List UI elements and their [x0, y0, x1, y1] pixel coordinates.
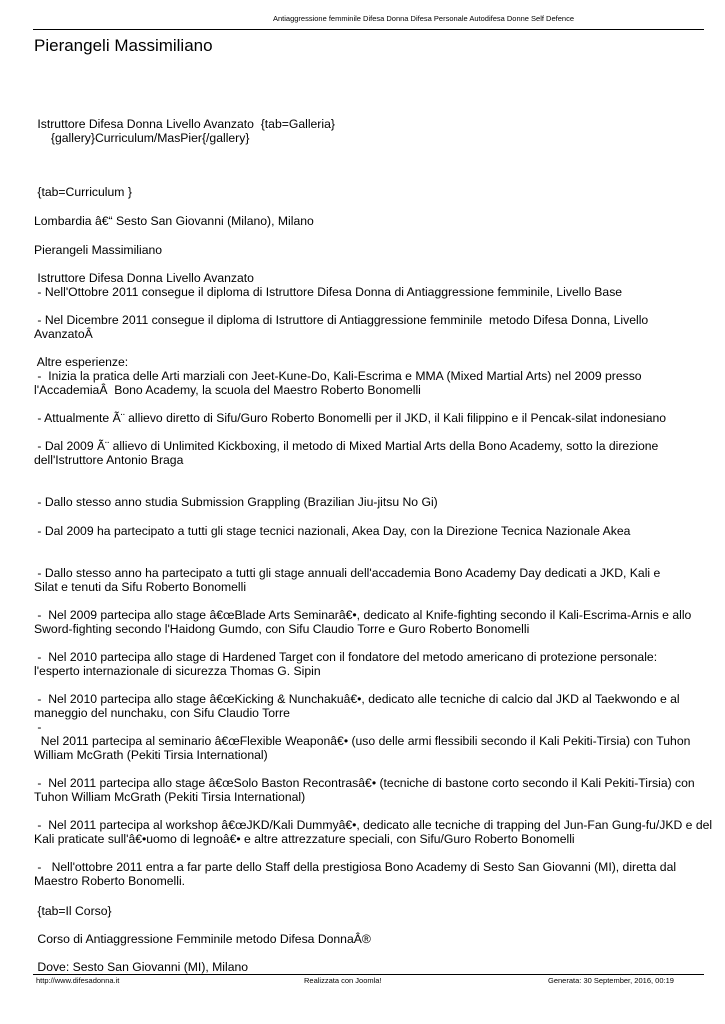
text-line: l'esperto internazionale di sicurezza Thomas G. Sipin [34, 664, 321, 678]
text-line: Corso di Antiaggressione Femminile metodo Difesa DonnaÂ® [34, 932, 371, 946]
footer-rule [33, 974, 704, 975]
text-line: {gallery}Curriculum/MasPier{/gallery} [34, 131, 250, 145]
text-line: - Nel 2010 partecipa allo stage di Hardened Target con il fondatore del metodo americano di protezione personale: [34, 650, 658, 664]
text-line: {tab=Il Corso} [34, 904, 112, 918]
text-line: - Attualmente Ã¨ allievo diretto di Sifu/Guro Roberto Bonomelli per il JKD, il Kali filippino e il Pencak-silat indonesiano [34, 411, 667, 425]
text-line: Istruttore Difesa Donna Livello Avanzato {tab=Galleria} [34, 117, 335, 131]
text-line: - Nel Dicembre 2011 consegue il diploma di Istruttore di Antiaggressione femminile metodo Difesa Donna, Livello [34, 313, 649, 327]
text-line: Sword-fighting secondo l'Haidong Gumdo, con Sifu Claudio Torre e Guro Roberto Bonomelli [34, 622, 530, 636]
text-line: Maestro Roberto Bonomelli. [34, 874, 186, 888]
text-line: - Nel 2011 partecipa al workshop â€œJKD/Kali Dummyâ€•, dedicato alle tecniche di trapping del Jun-Fan Gung-fu/JKD e del [34, 818, 713, 832]
footer-url: http://www.difesadonna.it [36, 976, 120, 985]
text-line: Dove: Sesto San Giovanni (MI), Milano [34, 960, 249, 974]
text-line: l'AccademiaÂ Bono Academy, la scuola del Maestro Roberto Bonomelli [34, 383, 421, 397]
text-line: Nel 2011 partecipa al seminario â€œFlexible Weaponâ€• (uso delle armi flessibili secondo il Kali Pekiti-Tirsia) con Tuhon [34, 734, 691, 748]
text-line: - Nel 2010 partecipa allo stage â€œKicking & Nunchakuâ€•, dedicato alle tecniche di calcio dal JKD al Taekwondo e al [34, 692, 680, 706]
text-line: - Nel 2009 partecipa allo stage â€œBlade Arts Seminarâ€•, dedicato al Knife-fighting secondo il Kali-Escrima-Arnis e allo [34, 608, 692, 622]
text-line: Istruttore Difesa Donna Livello Avanzato [34, 271, 254, 285]
text-line: - Nell'Ottobre 2011 consegue il diploma di Istruttore Difesa Donna di Antiaggressione femminile, Livello Base [34, 285, 623, 299]
text-line: - Dallo stesso anno ha partecipato a tutti gli stage annuali dell'accademia Bono Academy Day dedicati a JKD, Kali e [34, 566, 661, 580]
header-rule [33, 29, 704, 30]
text-line: William McGrath (Pekiti Tirsia International) [34, 748, 268, 762]
footer-joomla: Realizzata con Joomla! [304, 976, 382, 985]
text-line: - Dal 2009 ha partecipato a tutti gli stage tecnici nazionali, Akea Day, con la Direzione Tecnica Nazionale Akea [34, 524, 631, 538]
page-header: Antiaggressione femminile Difesa Donna Difesa Personale Autodifesa Donne Self Defence [272, 14, 574, 23]
footer-generated: Generata: 30 September, 2016, 00:19 [548, 976, 674, 985]
text-line: dell'Istruttore Antonio Braga [34, 453, 184, 467]
text-line: Kali praticate sull'â€•uomo di legnoâ€• e altre attrezzature speciali, con Sifu/Guro Roberto Bonomelli [34, 832, 575, 846]
text-line: - Dal 2009 Ã¨ allievo di Unlimited Kickboxing, il metodo di Mixed Martial Arts della Bono Academy, sotto la direzione [34, 439, 659, 453]
text-line: - Nell'ottobre 2011 entra a far parte dello Staff della prestigiosa Bono Academy di Sesto San Giovanni (MI), diretta dal [34, 860, 677, 874]
text-line: Tuhon William McGrath (Pekiti Tirsia International) [34, 790, 306, 804]
text-line: maneggio del nunchaku, con Sifu Claudio Torre [34, 706, 290, 720]
text-line: Silat e tenuti da Sifu Roberto Bonomelli [34, 580, 247, 594]
text-line: Pierangeli Massimiliano [34, 243, 163, 257]
text-line: - Dallo stesso anno studia Submission Grappling (Brazilian Jiu-jitsu No Gi) [34, 495, 438, 509]
text-line: - Inizia la pratica delle Arti marziali con Jeet-Kune-Do, Kali-Escrima e MMA (Mixed Martial Arts) nel 2009 presso [34, 369, 642, 383]
text-line: {tab=Curriculum } [34, 185, 132, 199]
text-line: Altre esperienze: [34, 355, 129, 369]
text-line: Lombardia â€“ Sesto San Giovanni (Milano), Milano [34, 214, 314, 228]
text-line: AvanzatoÂ [34, 327, 93, 341]
page-title: Pierangeli Massimiliano [34, 36, 213, 55]
text-line: - [34, 720, 42, 734]
text-line: - Nel 2011 partecipa allo stage â€œSolo Baston Recontrasâ€• (tecniche di bastone corto secondo il Kali Pekiti-Tirsia) con [34, 776, 695, 790]
